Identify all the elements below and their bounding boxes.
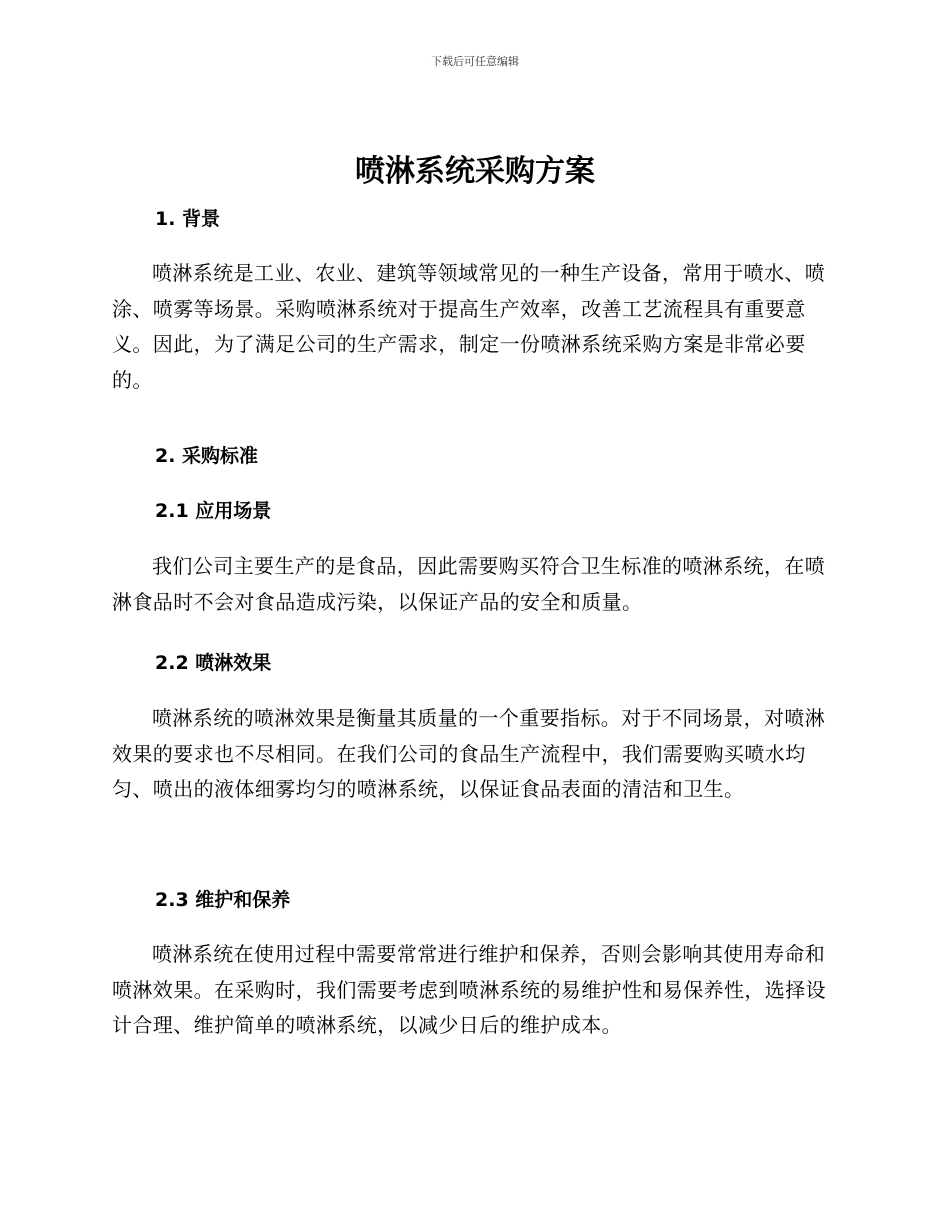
page-header-note: 下载后可任意编辑 <box>431 55 519 68</box>
section-paragraph-maintenance: 喷淋系统在使用过程中需要常常进行维护和保养，否则会影响其使用寿命和喷淋效果。在采购时，我们需要考虑到喷淋系统的易维护性和易保养性，选择设计合理、维护简单的喷淋系统，以减少日后的维护成本。 <box>112 942 826 1037</box>
section-paragraph-spray-effect: 喷淋系统的喷淋效果是衡量其质量的一个重要指标。对于不同场景，对喷淋效果的要求也不尽相同。在我们公司的食品生产流程中，我们需要购买喷水均匀、喷出的液体细雾均匀的喷淋系统，以保证食品表面的清洁和卫生。 <box>112 706 826 801</box>
section-paragraph-background: 喷淋系统是工业、农业、建筑等领域常见的一种生产设备，常用于喷水、喷涂、喷雾等场景。采购喷淋系统对于提高生产效率，改善工艺流程具有重要意义。因此，为了满足公司的生产需求，制定一份喷淋系统采购方案是非常必要的。 <box>112 261 826 392</box>
section-heading-spray-effect: 2.2 喷淋效果 <box>155 652 272 674</box>
document-title: 喷淋系统采购方案 <box>355 154 595 189</box>
section-paragraph-application-scenario: 我们公司主要生产的是食品，因此需要购买符合卫生标准的喷淋系统，在喷淋食品时不会对食品造成污染，以保证产品的安全和质量。 <box>112 554 826 614</box>
section-heading-application-scenario: 2.1 应用场景 <box>155 500 272 522</box>
section-heading-maintenance: 2.3 维护和保养 <box>155 889 291 911</box>
section-heading-background: 1. 背景 <box>155 208 221 230</box>
section-heading-procurement-standards: 2. 采购标准 <box>155 445 259 467</box>
